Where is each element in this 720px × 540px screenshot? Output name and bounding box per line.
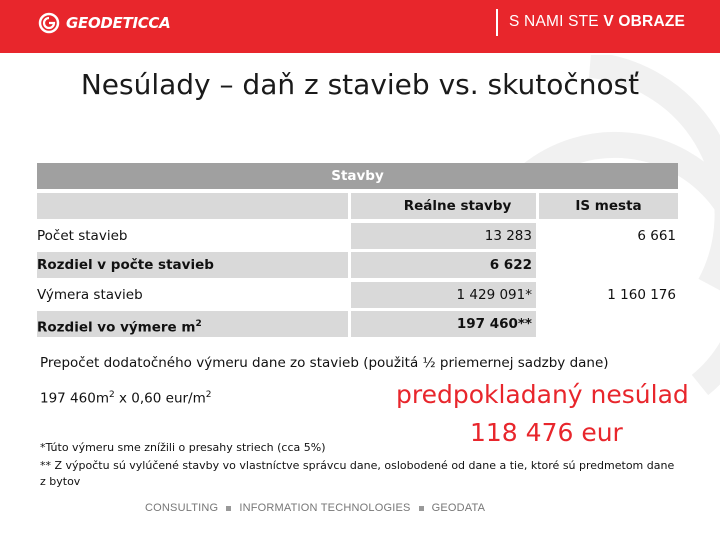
cell-real: 13 283 bbox=[351, 223, 536, 249]
footer-item: INFORMATION TECHNOLOGIES bbox=[239, 502, 411, 514]
row-label: Výmera stavieb bbox=[37, 287, 143, 303]
cell-real: 197 460** bbox=[351, 311, 536, 337]
result-value: 118 476 eur bbox=[470, 418, 623, 447]
row-label: Rozdiel v počte stavieb bbox=[37, 252, 348, 278]
cell-real: 6 622 bbox=[351, 252, 536, 278]
footer-separator-icon bbox=[226, 506, 231, 511]
logo-text: GEODETICCA bbox=[66, 14, 171, 32]
table-group-header-row bbox=[37, 163, 678, 189]
calc-rate-sup: 2 bbox=[205, 390, 212, 400]
calc-rate: x 0,60 eur/m bbox=[114, 390, 206, 407]
cell-is: 1 160 176 bbox=[607, 287, 676, 303]
row-label-text: Rozdiel vo výmere m bbox=[37, 319, 196, 336]
row-label: Počet stavieb bbox=[37, 228, 128, 244]
cell-real: 1 429 091* bbox=[351, 282, 536, 308]
row-label bbox=[37, 311, 348, 337]
footnote-2: ** Z výpočtu sú vylúčené stavby vo vlastníctve správcu dane, oslobodené od dane a tie, ktoré sú predmetom dane z bytov bbox=[40, 459, 675, 488]
slogan-bold: V OBRAZE bbox=[603, 13, 686, 30]
page-title: Nesúlady – daň z stavieb vs. skutočnosť bbox=[80, 68, 640, 101]
table-row bbox=[37, 311, 678, 337]
column-header-is: IS mesta bbox=[539, 193, 678, 219]
footer bbox=[145, 502, 485, 514]
table-column-header-row bbox=[37, 193, 678, 219]
column-header-real: Reálne stavby bbox=[351, 193, 536, 219]
footnote-1: *Túto výmeru sme znížili o presahy striech (cca 5%) bbox=[40, 441, 326, 454]
footer-item: CONSULTING bbox=[145, 502, 219, 514]
calculation bbox=[40, 390, 212, 407]
cell-is bbox=[539, 252, 678, 278]
cell-is: 6 661 bbox=[637, 228, 676, 244]
result-label: predpokladaný nesúlad bbox=[396, 380, 689, 409]
logo-mark-icon bbox=[38, 12, 60, 34]
calc-area-sup: 2 bbox=[108, 390, 115, 400]
row-label-sup: 2 bbox=[195, 319, 202, 329]
header-divider bbox=[496, 9, 498, 36]
footer-separator-icon bbox=[419, 506, 424, 511]
cell-is bbox=[539, 311, 678, 337]
table-row bbox=[37, 223, 678, 249]
table-header-cell-empty bbox=[37, 193, 348, 219]
calc-area: 197 460m bbox=[40, 390, 109, 407]
slogan-regular: S NAMI STE bbox=[509, 13, 604, 30]
table-row bbox=[37, 252, 678, 278]
footer-item: GEODATA bbox=[431, 502, 486, 514]
geodeticca-logo bbox=[38, 10, 170, 36]
table-row bbox=[37, 282, 678, 308]
table-group-header-label: Stavby bbox=[331, 168, 384, 184]
header-slogan bbox=[509, 13, 685, 31]
recalculation-note: Prepočet dodatočného výmeru dane zo stavieb (použitá ½ priemernej sadzby dane) bbox=[40, 355, 609, 371]
